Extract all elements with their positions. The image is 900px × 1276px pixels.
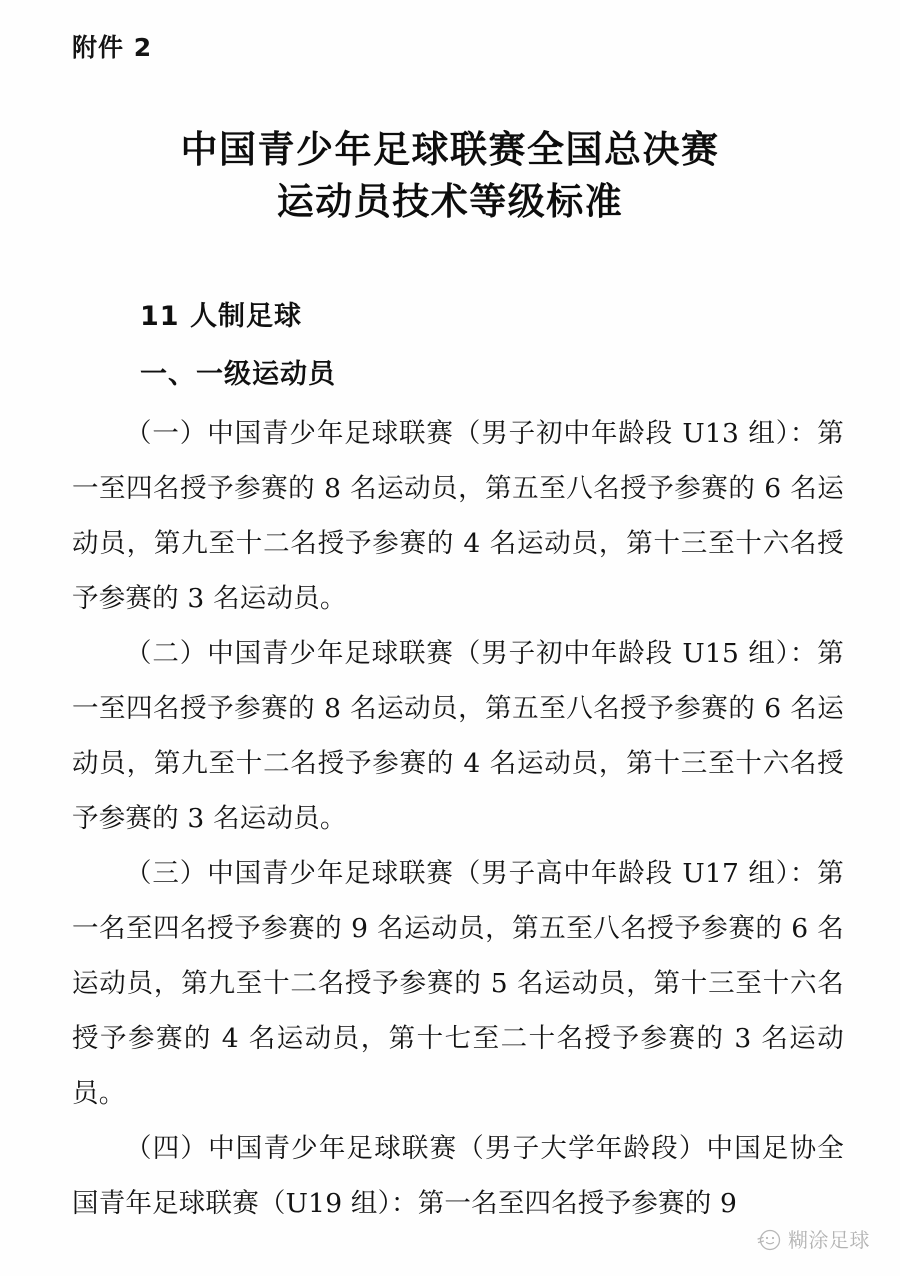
- section-heading-level: 一、一级运动员: [140, 359, 336, 390]
- paragraph-item: （三）中国青少年足球联赛（男子高中年龄段 U17 组）：第一名至四名授予参赛的 9 名运动员，第五至八名授予参赛的 6 名运动员，第九至十二名授予参赛的 5 名运动员，第十三至十六名授予参赛的 4 名运动员，第十七至二十名授予参赛的 3 名运动员。: [72, 858, 844, 1109]
- section-heading-format: 11 人制足球: [140, 301, 302, 332]
- paragraph-item: （一）中国青少年足球联赛（男子初中年龄段 U13 组）：第一至四名授予参赛的 8 名运动员，第五至八名授予参赛的 6 名运动员，第九至十二名授予参赛的 4 名运动员，第十三至十六名授予参赛的 3 名运动员。: [72, 418, 844, 614]
- page-title: [0, 124, 900, 228]
- paragraph-item: （四）中国青少年足球联赛（男子大学年龄段）中国足协全国青年足球联赛（U19 组）：第一名至四名授予参赛的 9: [72, 1133, 844, 1219]
- paragraph-item: （二）中国青少年足球联赛（男子初中年龄段 U15 组）：第一至四名授予参赛的 8 名运动员，第五至八名授予参赛的 6 名运动员，第九至十二名授予参赛的 4 名运动员，第十三至十六名授予参赛的 3 名运动员。: [72, 638, 844, 834]
- watermark-label: 糊涂足球: [788, 1228, 870, 1252]
- page-title-line-1: 中国青少年足球联赛全国总决赛: [180, 128, 720, 171]
- page-title-line-2: 运动员技术等级标准: [276, 180, 624, 223]
- attachment-label: 附件 2: [72, 33, 153, 62]
- body-content: [72, 406, 844, 1231]
